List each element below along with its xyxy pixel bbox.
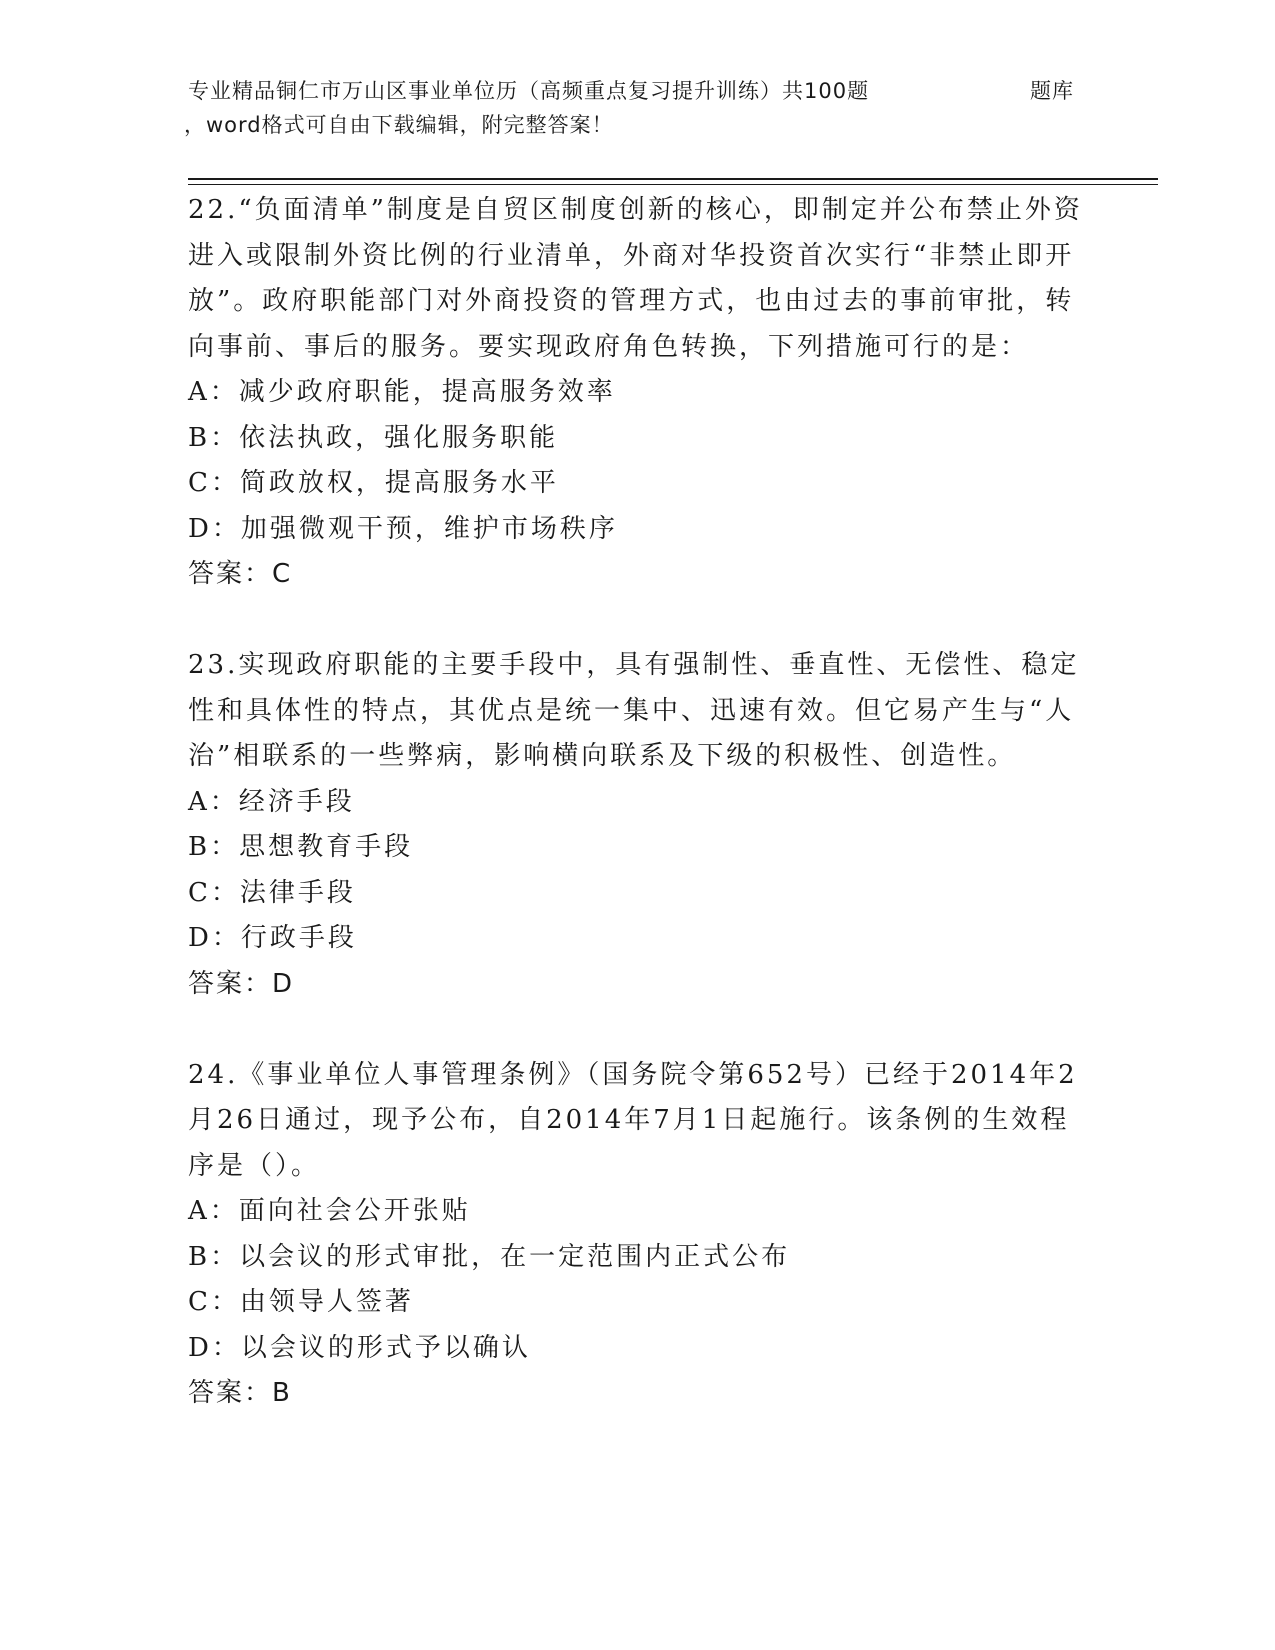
option-c: C：简政放权，提高服务水平 [188, 468, 559, 498]
question-list [188, 188, 1088, 1417]
option-d: D：加强微观干预，维护市场秩序 [188, 513, 618, 544]
option-a: A：减少政府职能，提高服务效率 [188, 377, 616, 407]
answer: 答案：D [188, 968, 295, 999]
question-spacer [188, 598, 1088, 644]
option-c: C：由领导人签著 [188, 1287, 414, 1317]
option-d: D：以会议的形式予以确认 [188, 1332, 531, 1363]
option-b: B：以会议的形式审批，在一定范围内正式公布 [188, 1241, 791, 1272]
answer: 答案：B [188, 1378, 292, 1408]
question-stem: 23.实现政府职能的主要手段中，具有强制性、垂直性、无偿性、稳定性和具体性的特点，其优点是统一集中、迅速有效。但它易产生与“人治”相联系的一些弊病，影响横向联系及下级的积极性、创造性。 [188, 650, 1080, 771]
page-header [184, 74, 1158, 142]
header-title: 专业精品铜仁市万山区事业单位历（高频重点复习提升训练）共100题 [188, 79, 870, 103]
answer: 答案：C [188, 559, 293, 589]
question-24 [188, 1053, 1088, 1417]
option-b: B：依法执政，强化服务职能 [188, 422, 559, 453]
option-c: C：法律手段 [188, 877, 356, 908]
question-23 [188, 643, 1088, 1007]
header-divider-thin [188, 184, 1158, 185]
question-stem: 24.《事业单位人事管理条例》（国务院令第652号）已经于2014年2月26日通过，现予公布，自2014年7月1日起施行。该条例的生效程序是（）。 [188, 1059, 1078, 1181]
header-title-row [188, 74, 1158, 108]
option-a: A：经济手段 [188, 786, 355, 817]
option-d: D：行政手段 [188, 923, 357, 953]
question-stem: 22.“负面清单”制度是自贸区制度创新的核心，即制定并公布禁止外资进入或限制外资比例的行业清单，外商对华投资首次实行“非禁止即开放”。政府职能部门对外商投资的管理方式，也由过去的事前审批，转向事前、事后的服务。要实现政府角色转换，下列措施可行的是： [188, 195, 1083, 362]
header-right-label: 题库 [1030, 79, 1074, 103]
header-divider-thick [188, 178, 1158, 180]
question-spacer [188, 1007, 1088, 1053]
option-a: A：面向社会公开张贴 [188, 1196, 471, 1226]
question-22 [188, 188, 1088, 598]
header-subtitle: ，word格式可自由下载编辑，附完整答案！ [184, 113, 614, 137]
option-b: B：思想教育手段 [188, 832, 414, 862]
